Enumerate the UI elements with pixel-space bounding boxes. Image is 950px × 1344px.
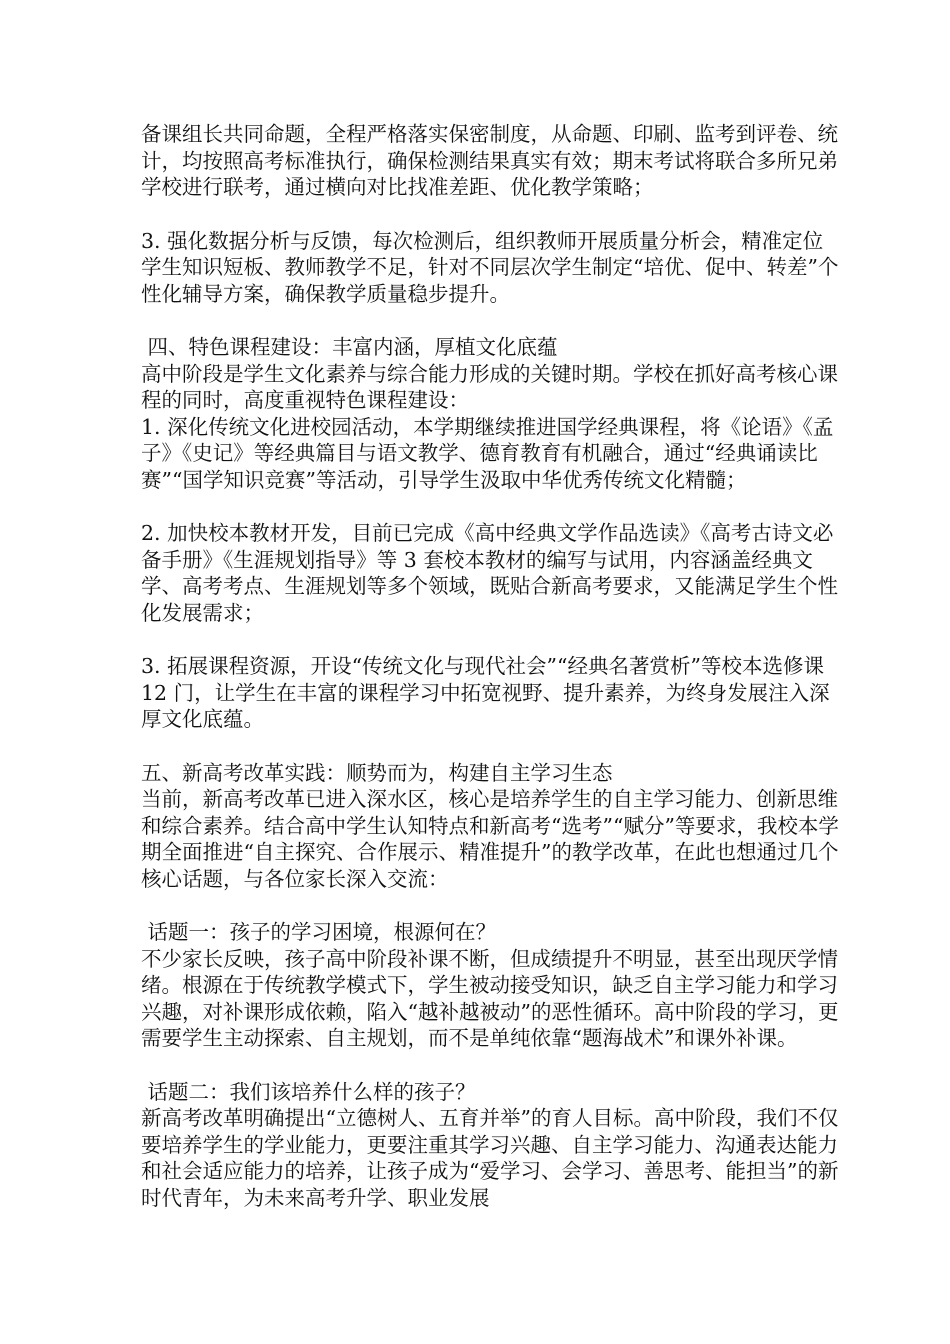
document-body bbox=[141, 121, 841, 1211]
paragraph-gap bbox=[141, 493, 841, 520]
paragraph-traditional-culture: 1. 深化传统文化进校园活动，本学期继续推进国学经典课程，将《论语》《孟子》《史记》等经典篇目与语文教学、德育教育有机融合，通过“经典诵读比赛”“国学知识竞赛”等活动，引导学生汲取中华优秀传统文化精髓； bbox=[141, 414, 834, 492]
section-heading-gaokao-reform: 五、新高考改革实践：顺势而为，构建自主学习生态 bbox=[141, 760, 613, 785]
paragraph-course-resources: 3. 拓展课程资源，开设“传统文化与现代社会”“经典名著赏析”等校本选修课 12 门，让学生在丰富的课程学习中拓宽视野、提升素养，为终身发展注入深厚文化底蕴。 bbox=[141, 654, 831, 731]
section-heading-special-courses: 四、特色课程建设：丰富内涵，厚植文化底蕴 bbox=[141, 335, 558, 359]
paragraph-reform-intro: 当前，新高考改革已进入深水区，核心是培养学生的自主学习能力、创新思维和综合素养。结合高中学生认知特点和新高考“选考”“赋分”等要求，我校本学期全面推进“自主探究、合作展示、精准提升”的教学改革，在此也想通过几个核心话题，与各位家长深入交流： bbox=[141, 787, 839, 891]
paragraph-gap bbox=[141, 1052, 841, 1079]
paragraph-school-textbooks: 2. 加快校本教材开发，目前已完成《高中经典文学作品选读》《高考古诗文必备手册》《生涯规划指导》等 3 套校本教材的编写与试用，内容涵盖经典文学、高考考点、生涯规划等多个领域，既贴合新高考要求，又能满足学生个性化发展需求； bbox=[141, 521, 838, 625]
paragraph-gap bbox=[141, 626, 841, 653]
paragraph-data-analysis: 3. 强化数据分析与反馈，每次检测后，组织教师开展质量分析会，精准定位学生知识短板、教师教学不足，针对不同层次学生制定“培优、促中、转差”个性化辅导方案，确保教学质量稳步提升。 bbox=[141, 228, 839, 306]
topic-heading-one: 话题一：孩子的学习困境，根源何在？ bbox=[141, 920, 497, 944]
paragraph-special-courses-intro: 高中阶段是学生文化素养与综合能力形成的关键时期。学校在抓好高考核心课程的同时，高度重视特色课程建设： bbox=[141, 361, 838, 412]
paragraph-exam-procedure: 备课组长共同命题，全程严格落实保密制度，从命题、印刷、监考到评卷、统计，均按照高考标准执行，确保检测结果真实有效；期末考试将联合多所兄弟学校进行联考，通过横向对比找准差距、优化教学策略； bbox=[141, 122, 838, 199]
paragraph-gap bbox=[141, 733, 841, 760]
paragraph-topic-two: 新高考改革明确提出“立德树人、五育并举”的育人目标。高中阶段，我们不仅要培养学生的学业能力，更要注重其学习兴趣、自主学习能力、沟通表达能力和社会适应能力的培养，让孩子成为“爱学习、会学习、善思考、能担当”的新时代青年，为未来高考升学、职业发展 bbox=[141, 1106, 839, 1210]
paragraph-gap bbox=[141, 201, 841, 228]
topic-heading-two: 话题二：我们该培养什么样的孩子？ bbox=[141, 1079, 476, 1104]
paragraph-gap bbox=[141, 307, 841, 334]
paragraph-gap bbox=[141, 892, 841, 919]
paragraph-topic-one: 不少家长反映，孩子高中阶段补课不断，但成绩提升不明显，甚至出现厌学情绪。根源在于传统教学模式下，学生被动接受知识，缺乏自主学习能力和学习兴趣，对补课形成依赖，陷入“越补越被动”的恶性循环。高中阶段的学习，更需要学生主动探索、自主规划，而不是单纯依靠“题海战术”和课外补课。 bbox=[141, 946, 839, 1050]
